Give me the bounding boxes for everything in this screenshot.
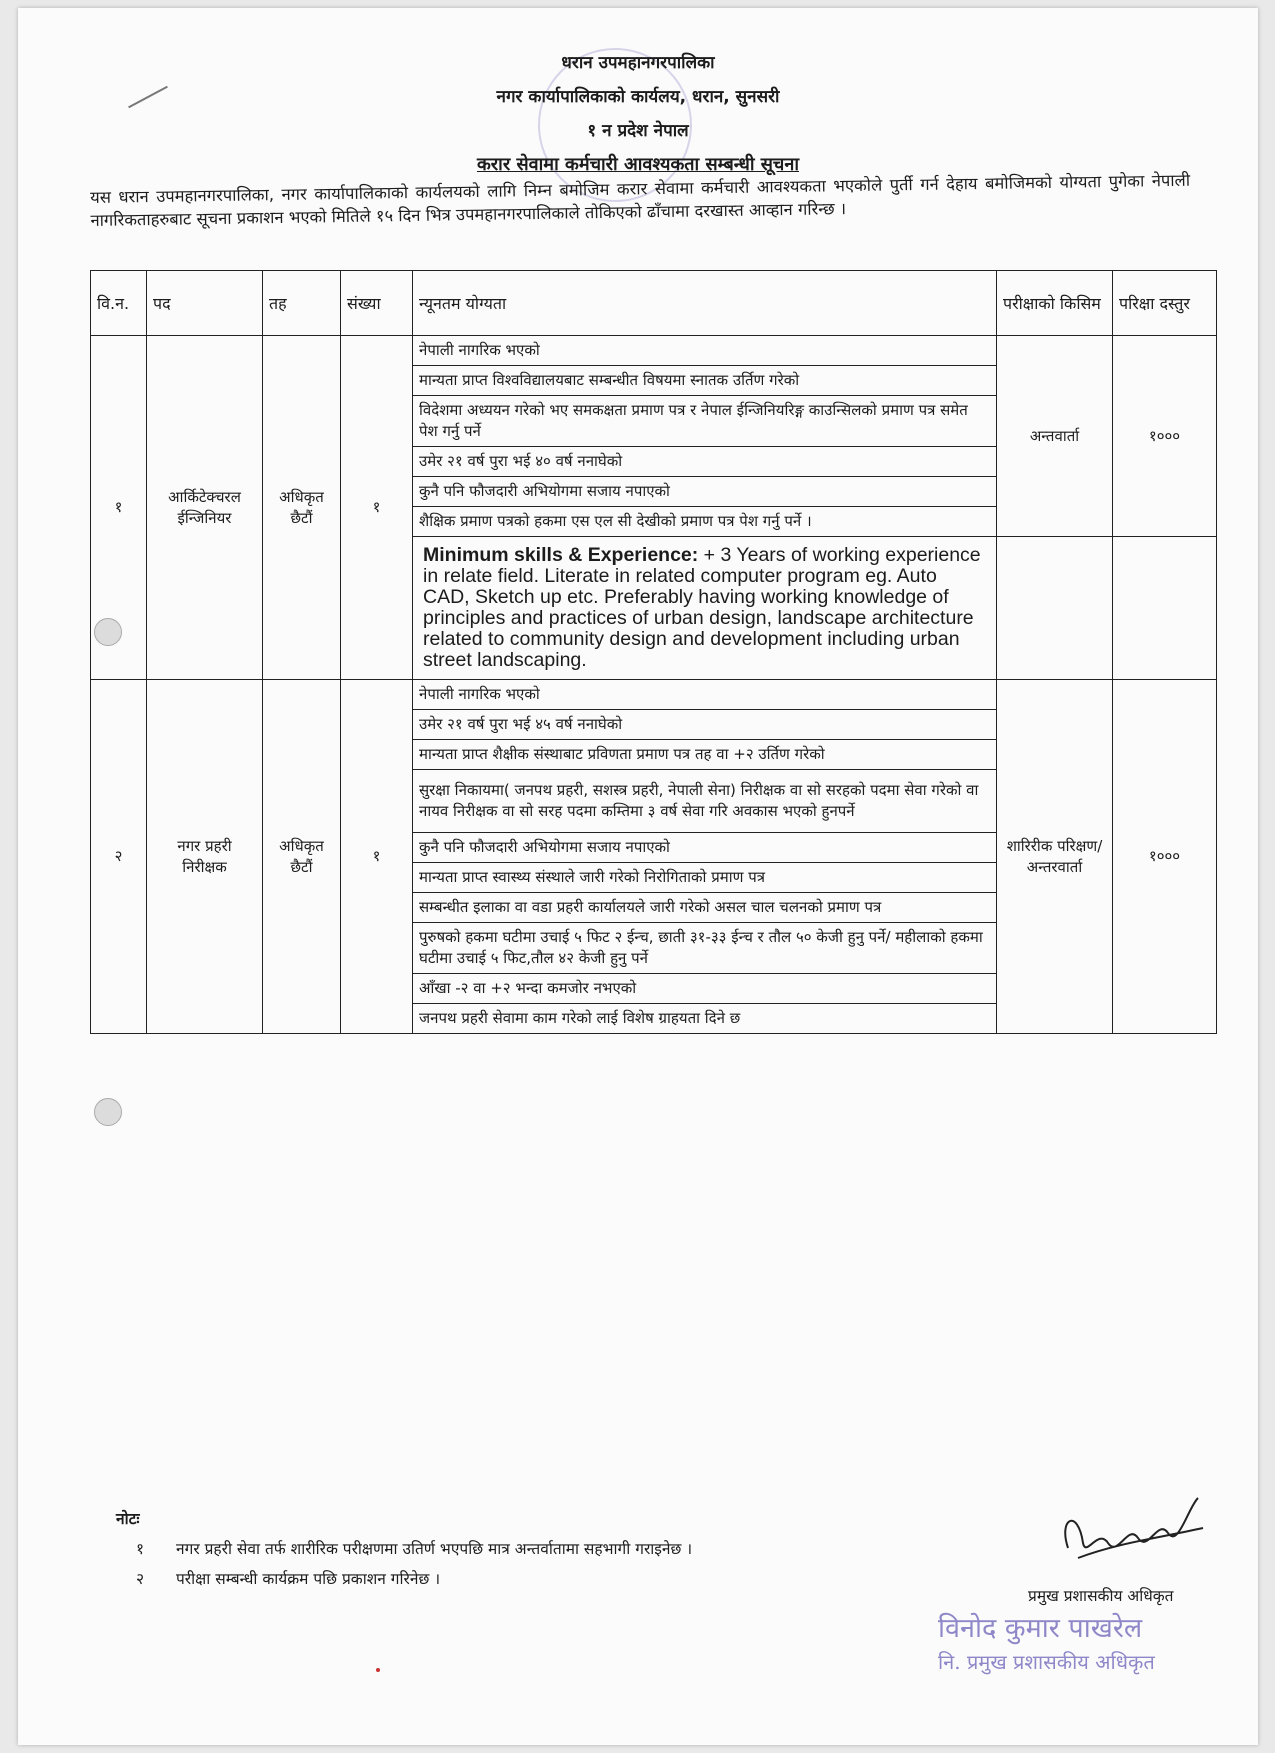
col-header-qualification: न्यूनतम योग्यता xyxy=(413,271,997,336)
row1-exam-type: अन्तवार्ता xyxy=(997,336,1113,537)
table-row xyxy=(91,336,1217,366)
row2-requirement: नेपाली नागरिक भएको xyxy=(413,680,997,710)
notice-title: करार सेवामा कर्मचारी आवश्यकता सम्बन्धी सूचना xyxy=(476,154,799,175)
row1-empty-exam-fee xyxy=(1113,537,1217,680)
col-header-count: संख्या xyxy=(341,271,413,336)
row2-requirement: सम्बन्धीत इलाका वा वडा प्रहरी कार्यालयले जारी गरेको असल चाल चलनको प्रमाण पत्र xyxy=(413,893,997,923)
note-item xyxy=(116,1564,1016,1594)
col-header-exam-fee: परिक्षा दस्तुर xyxy=(1113,271,1217,336)
row1-requirement: विदेशमा अध्ययन गरेको भए समकक्षता प्रमाण पत्र र नेपाल ईन्जिनियरिङ्ग काउन्सिलको प्रमाण पत्र समेत पेश गर्नु पर्ने xyxy=(413,396,997,447)
notes-heading: नोटः xyxy=(116,1510,140,1528)
vacancy-table xyxy=(90,270,1217,1034)
row2-exam-fee: १००० xyxy=(1113,680,1217,1034)
ink-dot xyxy=(376,1668,380,1672)
row1-sn: १ xyxy=(91,336,147,680)
row1-skills-experience xyxy=(413,537,997,680)
row2-requirement: उमेर २१ वर्ष पुरा भई ४५ वर्ष ननाघेको xyxy=(413,710,997,740)
row2-sn: २ xyxy=(91,680,147,1034)
document-header xyxy=(18,46,1258,182)
row1-requirement: उमेर २१ वर्ष पुरा भई ४० वर्ष ननाघेको xyxy=(413,447,997,477)
office-name: नगर कार्यापालिकाको कार्यलय, धरान, सुनसरी xyxy=(496,87,780,107)
intro-paragraph: यस धरान उपमहानगरपालिका, नगर कार्यापालिकाको कार्यलयको लागि निम्न बमोजिम करार सेवामा कर्मचारी आवश्यकता भएकोले पुर्ती गर्न देहाय बमोजिमको योग्यता पुगेका नेपाली नागरिकताहरुबाट सूचना प्रकाशन भएको मितिले १५ दिन भित्र उपमहानगरपालिकाले तोकिएको ढाँचामा दरखास्त आव्हान गरिन्छ । xyxy=(90,170,1191,230)
row1-empty-exam-type xyxy=(997,537,1113,680)
row2-requirement: जनपथ प्रहरी सेवामा काम गरेको लाई विशेष ग्राहयता दिने छ xyxy=(413,1004,997,1034)
row2-requirement: मान्यता प्राप्त शैक्षीक संस्थाबाट प्रविणता प्रमाण पत्र तह वा +२ उर्तिण गरेको xyxy=(413,740,997,770)
punch-hole xyxy=(94,1098,122,1126)
col-header-post: पद xyxy=(147,271,263,336)
punch-hole xyxy=(94,618,122,646)
row1-requirement: मान्यता प्राप्त विश्वविद्यालयबाट सम्बन्धीत विषयमा स्नातक उर्तिण गरेको xyxy=(413,366,997,396)
stamp-officer-title: नि. प्रमुख प्रशासकीय अधिकृत xyxy=(938,1650,1155,1674)
note-text: परीक्षा सम्बन्धी कार्यक्रम पछि प्रकाशन गरिनेछ । xyxy=(176,1570,441,1588)
signature-area xyxy=(888,1488,1248,1708)
row1-requirement: शैक्षिक प्रमाण पत्रको हकमा एस एल सी देखीको प्रमाण पत्र पेश गर्नु पर्ने । xyxy=(413,507,997,537)
row2-requirement: सुरक्षा निकायमा( जनपथ प्रहरी, सशस्त्र प्रहरी, नेपाली सेना) निरीक्षक वा सो सरहको पदमा सेवा गरेको वा नायव निरीक्षक वा सो सरह पदमा कम्तिमा ३ वर्ष सेवा गरि अवकास भएको हुनपर्ने xyxy=(413,770,997,833)
row2-post: नगर प्रहरी निरीक्षक xyxy=(147,680,263,1034)
row2-level: अधिकृत छैटौं xyxy=(263,680,341,1034)
note-item xyxy=(116,1534,1016,1564)
stamp-officer-name: विनोद कुमार पाखरेल xyxy=(938,1613,1143,1644)
row1-exam-fee: १००० xyxy=(1113,336,1217,537)
row1-count: १ xyxy=(341,336,413,680)
row2-count: १ xyxy=(341,680,413,1034)
table-row xyxy=(91,680,1217,710)
note-number: १ xyxy=(136,1540,145,1558)
row2-requirement: पुरुषको हकमा घटीमा उचाई ५ फिट २ ईन्च, छाती ३१-३३ ईन्च र तौल ५० केजी हुनु पर्ने/ महीलाको हकमा घटीमा उचाई ५ फिट,तौल ४२ केजी हुनु पर्ने xyxy=(413,923,997,974)
table-header-row xyxy=(91,271,1217,336)
row1-level: अधिकृत छैटौं xyxy=(263,336,341,680)
skills-text: + 3 Years of working experience in relate field. Literate in related computer program eg. Auto CAD, Sketch up etc. Preferably having working knowledge of principles and practices of urban design, landscape architecture related to community design and development including urban street landscaping. xyxy=(423,544,981,671)
col-header-sn: वि.न. xyxy=(91,271,147,336)
row2-requirement: मान्यता प्राप्त स्वास्थ्य संस्थाले जारी गरेको निरोगिताको प्रमाण पत्र xyxy=(413,863,997,893)
row1-requirement: नेपाली नागरिक भएको xyxy=(413,336,997,366)
row2-exam-type: शारिरीक परिक्षण/ अन्तरवार्ता xyxy=(997,680,1113,1034)
municipality-name: धरान उपमहानगरपालिका xyxy=(561,53,715,73)
province-name: १ न प्रदेश नेपाल xyxy=(587,121,689,141)
row2-requirement: आँखा -२ वा +२ भन्दा कमजोर नभएको xyxy=(413,974,997,1004)
col-header-exam-type: परीक्षाको किसिम xyxy=(997,271,1113,336)
note-text: नगर प्रहरी सेवा तर्फ शारीरिक परीक्षणमा उतिर्ण भएपछि मात्र अन्तर्वातामा सहभागी गराइनेछ । xyxy=(176,1540,693,1558)
col-header-level: तह xyxy=(263,271,341,336)
officer-title: प्रमुख प्रशासकीय अधिकृत xyxy=(1028,1587,1174,1605)
signature-scribble xyxy=(1038,1488,1208,1578)
skills-label: Minimum skills & Experience: xyxy=(423,544,699,566)
row1-post: आर्किटेक्चरल ईन्जिनियर xyxy=(147,336,263,680)
row1-requirement: कुनै पनि फौजदारी अभियोगमा सजाय नपाएको xyxy=(413,477,997,507)
notes-section xyxy=(116,1504,1016,1594)
note-number: २ xyxy=(136,1570,145,1588)
row2-requirement: कुनै पनि फौजदारी अभियोगमा सजाय नपाएको xyxy=(413,833,997,863)
document-page xyxy=(18,8,1258,1745)
